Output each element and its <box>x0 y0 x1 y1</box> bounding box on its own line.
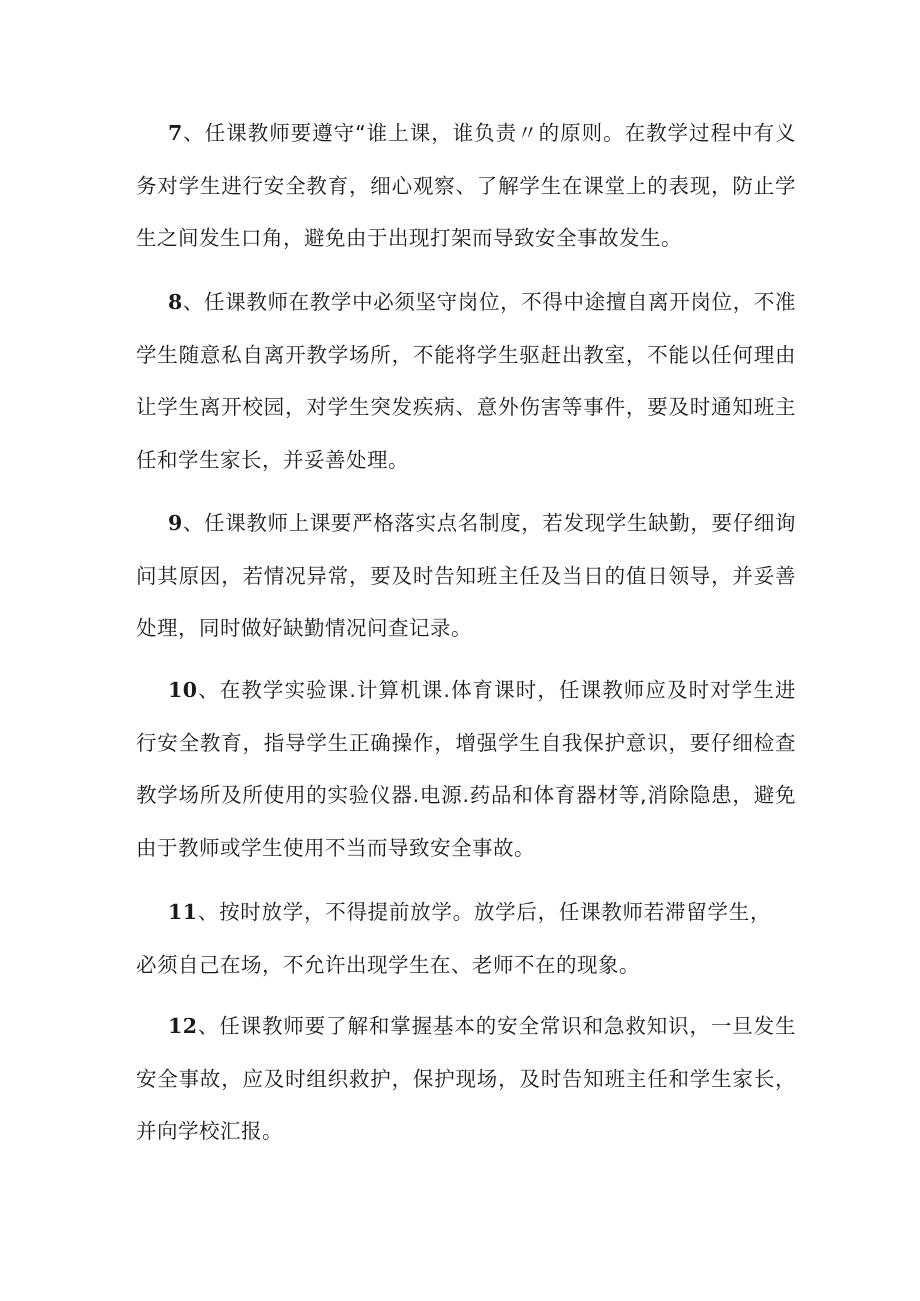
paragraph-number: 10 <box>168 678 198 702</box>
paragraph-8 <box>136 276 796 486</box>
paragraph-12 <box>136 1000 796 1158</box>
paragraph-number: 8 <box>168 290 183 314</box>
paragraph-text: 、按时放学，不得提前放学。放学后，任课教师若滞留学生，必须自己在场，不允许出现学生在、老师不在的现象。 <box>136 900 771 977</box>
paragraph-7 <box>136 107 796 265</box>
paragraph-text: 、任课教师上课要严格落实点名制度，若发现学生缺勤，要仔细询问其原因，若情况异常，要及时告知班主任及当日的值日领导，并妥善处理，同时做好缺勤情况问查记录。 <box>136 511 796 640</box>
paragraph-number: 7 <box>168 121 183 145</box>
paragraph-number: 12 <box>168 1014 198 1038</box>
paragraph-number: 9 <box>168 511 183 535</box>
paragraph-number: 11 <box>168 900 198 924</box>
paragraph-text: 、在教学实验课.计算机课.体育课时，任课教师应及时对学生进行安全教育，指导学生正确操作，增强学生自我保护意识，要仔细检查教学场所及所使用的实验仪器.电源.药品和体育器材等,消除隐患，避免由于教师或学生使用不当而导致安全事故。 <box>136 678 796 860</box>
paragraph-text: 、任课教师要遵守“谁上课，谁负责〃的原则。在教学过程中有义务对学生进行安全教育，细心观察、了解学生在课堂上的表现，防止学生之间发生口角，避免由于出现打架而导致安全事故发生。 <box>136 121 796 250</box>
paragraph-11 <box>136 886 771 991</box>
paragraph-text: 、任课教师在教学中必须坚守岗位，不得中途擅自离开岗位，不准学生随意私自离开教学场所，不能将学生驱赶出教室，不能以任何理由让学生离开校园，对学生突发疾病、意外伤害等事件，要及时通知班主任和学生家长，并妥善处理。 <box>136 290 796 472</box>
paragraph-10 <box>136 664 796 874</box>
paragraph-text: 、任课教师要了解和掌握基本的安全常识和急救知识，一旦发生安全事故，应及时组织救护，保护现场，及时告知班主任和学生家长，并向学校汇报。 <box>136 1014 796 1143</box>
paragraph-9 <box>136 497 796 655</box>
